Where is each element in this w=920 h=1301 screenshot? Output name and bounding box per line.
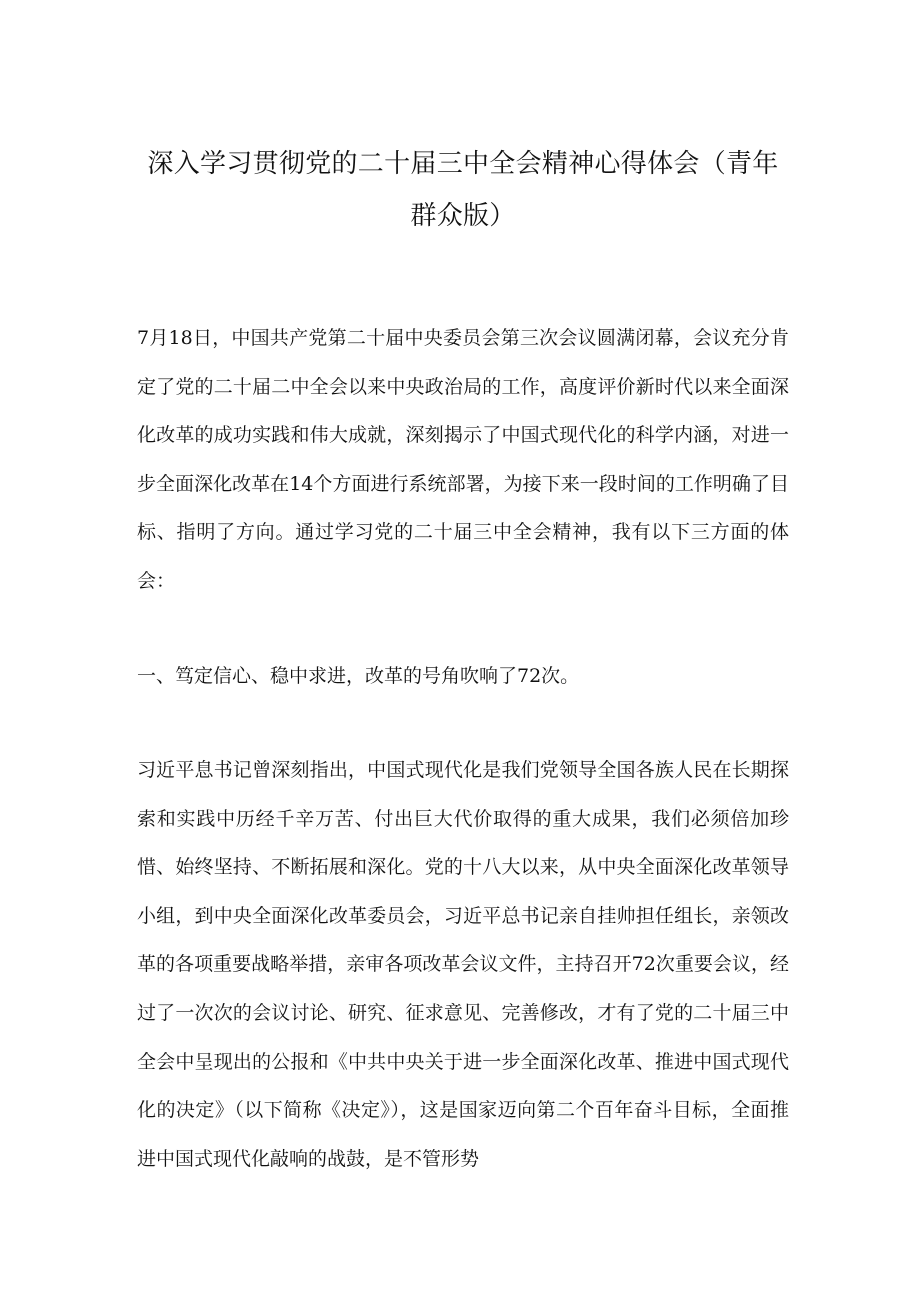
section-heading: 一、笃定信心、稳中求进，改革的号角吹响了72次。 [137,665,580,687]
document-title: 深入学习贯彻党的二十届三中全会精神心得体会（青年群众版） [147,149,779,231]
intro-paragraph: 7月18日，中国共产党第二十届中央委员会第三次会议圆满闭幕，会议充分肯定了党的二十届二中全会以来中央政治局的工作，高度评价新时代以来全面深化改革的成功实践和伟大成就，深刻揭示了中国式现代化的科学内涵，对进一步全面深化改革在14个方面进行系统部署，为接下来一段时间的工作明确了目标、指明了方向。通过学习党的二十届三中全会精神，我有以下三方面的体会： [137,327,789,592]
body-paragraph: 习近平息书记曾深刻指出，中国式现代化是我们党领导全国各族人民在长期探索和实践中历经千辛万苦、付出巨大代价取得的重大成果，我们必须倍加珍惜、始终坚持、不断拓展和深化。党的十八大以来，从中央全面深化改革领导小组，到中央全面深化改革委员会，习近平总书记亲自挂帅担任组长，亲领改革的各项重要战略举措，亲审各项改革会议文件，主持召开72次重要会议，经过了一次次的会议讨论、研究、征求意见、完善修改，才有了党的二十届三中全会中呈现出的公报和《中共中央关于进一步全面深化改革、推进中国式现代化的决定》（以下简称《决定》），这是国家迈向第二个百年奋斗目标，全面推进中国式现代化敲响的战鼓，是不管形势 [137,759,789,1170]
